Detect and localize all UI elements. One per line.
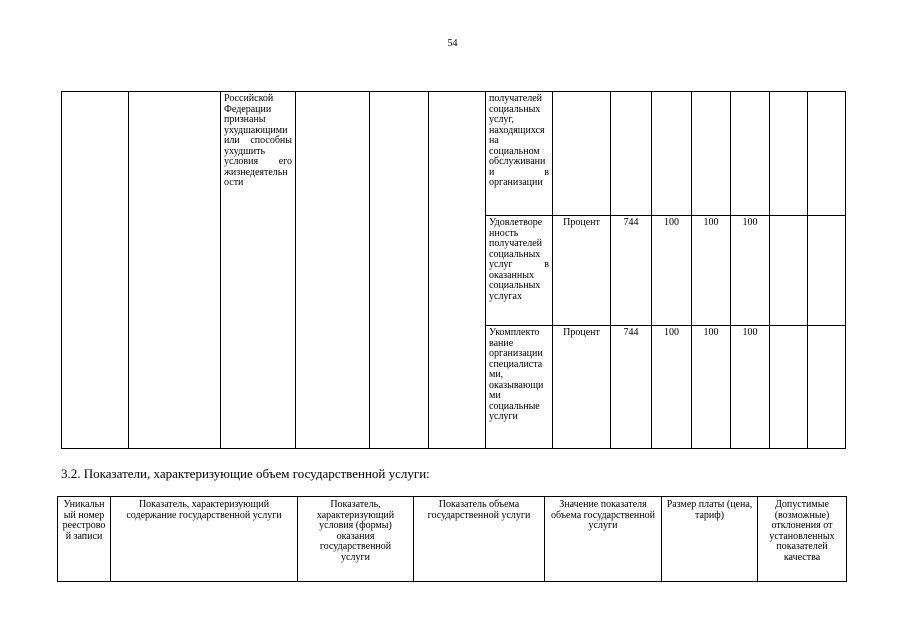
cell-line: специалиста (489, 358, 543, 370)
okei-code-cell: 744 (611, 326, 652, 449)
cell-line: ости (224, 177, 244, 188)
header-service-content (111, 497, 298, 582)
value-cell: 100 (652, 216, 692, 326)
table-cell (770, 216, 808, 326)
cell-line: Российской (224, 93, 274, 104)
cell-line: показателей (776, 541, 828, 552)
value-cell (731, 92, 770, 216)
cell-line: нность (489, 227, 519, 239)
indicator-name-cell (486, 216, 553, 326)
cell-line: получателей (489, 93, 543, 104)
cell-line: (возможные) (774, 509, 830, 521)
cell-line: Значение показателя (559, 499, 647, 510)
cell-line: ухудшающими (224, 124, 288, 136)
okei-code-cell (611, 92, 652, 216)
unit-cell: Процент (553, 326, 611, 449)
header-volume-value (545, 497, 662, 582)
cell-line: социальном (489, 145, 540, 157)
cell-line: Удовлетворе (489, 217, 543, 228)
cell-line: социальных (489, 280, 541, 291)
cell-line: услуги (341, 551, 370, 563)
table-cell (370, 92, 429, 449)
cell-line: получателей (489, 238, 543, 249)
cell-line: социальных (489, 103, 541, 115)
cell-line: качества (783, 551, 821, 563)
cell-line: обслуживани (489, 156, 546, 167)
quality-indicators-table (61, 91, 846, 449)
cell-line: условия (формы) (319, 520, 392, 531)
cell-line: Федерации (224, 103, 272, 115)
cell-line: Укомплекто (489, 327, 540, 338)
volume-indicators-table (57, 496, 847, 582)
cell-line: условия его (224, 156, 292, 167)
header-volume-indicator (414, 497, 545, 582)
indicator-name-cell (486, 326, 553, 449)
table-cell (129, 92, 221, 449)
cell-line: оказывающи (489, 379, 544, 391)
section-heading: 3.2. Показатели, характеризующие объем государственной услуги: (61, 466, 430, 481)
cell-line: или способны (224, 135, 292, 146)
value-cell: 100 (692, 216, 731, 326)
cell-line: й записи (65, 530, 103, 542)
condition-cell (221, 92, 296, 449)
cell-line: Показатель, (330, 499, 381, 510)
cell-line: ый номер (63, 509, 105, 521)
cell-line: Показатель, характеризующий (138, 499, 270, 510)
cell-line: оказанных (489, 269, 534, 281)
cell-line: услуг в (489, 259, 549, 270)
cell-line: социальных (489, 248, 541, 260)
cell-line: установленных (769, 530, 835, 542)
unit-cell (553, 92, 611, 216)
cell-line: вание (489, 337, 514, 349)
cell-line: Показатель объема (438, 499, 520, 510)
cell-line: реестрово (62, 520, 106, 531)
cell-line: государственной (319, 541, 392, 552)
header-registry-number (58, 497, 111, 582)
cell-line: находящихся (489, 124, 545, 136)
cell-line: социальные (489, 400, 540, 412)
table-cell (808, 326, 846, 449)
value-cell: 100 (652, 326, 692, 449)
page-number: 54 (447, 38, 458, 49)
indicator-name-cell (486, 92, 553, 216)
table-cell (770, 326, 808, 449)
cell-line: и в (489, 166, 549, 178)
table-cell (62, 92, 129, 449)
value-cell: 100 (731, 216, 770, 326)
header-fee-amount (662, 497, 758, 582)
cell-line: содержание государственной услуги (126, 509, 282, 521)
cell-line: ми (489, 390, 501, 401)
cell-line: объема государственной (551, 509, 655, 521)
cell-line: отклонения от (771, 520, 833, 531)
cell-line: Допустимые (775, 499, 829, 510)
cell-line: организации (489, 348, 543, 359)
cell-line: услуг, (489, 114, 514, 125)
cell-line: услуги (489, 411, 518, 422)
cell-line: жизнедеятельн (224, 166, 288, 178)
header-service-conditions (298, 497, 414, 582)
okei-code-cell: 744 (611, 216, 652, 326)
unit-cell: Процент (553, 216, 611, 326)
cell-line: характеризующий (316, 509, 395, 521)
header-allowed-deviations (758, 497, 847, 582)
cell-line: оказания (336, 530, 375, 542)
table-cell (770, 92, 808, 216)
table-row (62, 92, 846, 216)
cell-line: признаны (224, 114, 266, 125)
value-cell: 100 (731, 326, 770, 449)
value-cell: 100 (692, 326, 731, 449)
cell-line: тариф) (694, 509, 725, 521)
cell-line: ухудшить (224, 145, 266, 157)
table-header-row (58, 497, 847, 582)
table-cell (296, 92, 370, 449)
cell-line: на (489, 135, 499, 146)
cell-line: организации (489, 177, 543, 188)
cell-line: услуги (588, 520, 618, 531)
cell-line: Уникальн (63, 499, 105, 510)
cell-line: Размер платы (цена, (666, 499, 753, 510)
cell-line: государственной услуги (427, 509, 531, 521)
table-cell (808, 216, 846, 326)
value-cell (692, 92, 731, 216)
table-cell (808, 92, 846, 216)
table-cell (429, 92, 486, 449)
value-cell (652, 92, 692, 216)
cell-line: ми, (489, 369, 504, 380)
cell-line: услугах (489, 290, 522, 302)
